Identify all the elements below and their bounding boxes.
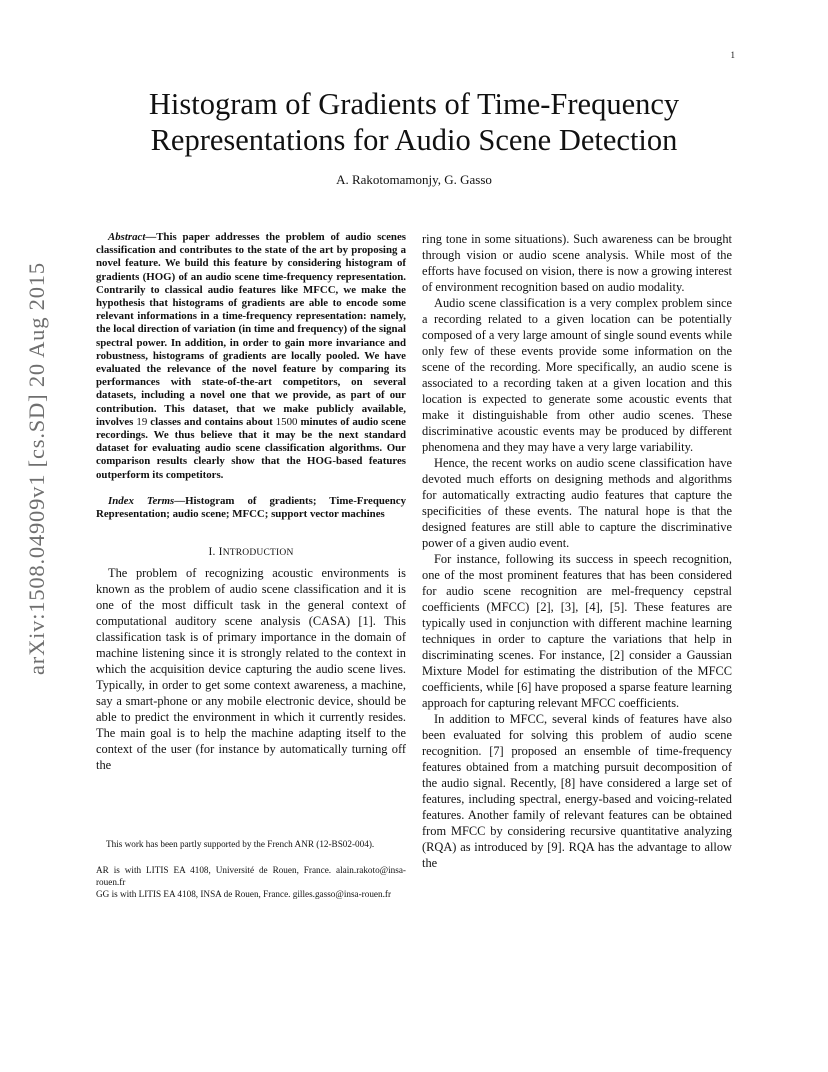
paper-title: [60, 86, 768, 158]
section-heading: [96, 546, 406, 558]
body-paragraph: Audio scene classification is a very complex problem since a recording related to a given location can be potentially composed of a very large amount of single sound events while only few of these events provide some information on the scene of the recording. More specifically, an audio scene is associated to a recording taken at a given location and this location is expected to generate some acoustic events that make it distinguishable from other audio scenes. These discriminative acoustic events may be produced by different phenomena and they may have a very large variability.: [422, 296, 732, 454]
abstract-num-minutes: 1500: [275, 415, 298, 428]
title-line-2: Representations for Audio Scene Detection: [150, 123, 678, 157]
abstract-text-c: minutes of audio scene recordings. We thus believe that it may be the next standard dataset for evaluating audio scene classification algorithms. Our comparison results clearly show that the HOG-based features outperform its competitors.: [96, 415, 406, 481]
abstract: [96, 231, 406, 482]
right-column: [422, 231, 732, 871]
index-terms-text: —Histogram of gradients; Time-Frequency Representation; audio scene; MFCC; support vector machines: [96, 494, 407, 521]
body-paragraph: ring tone in some situations). Such awareness can be brought through vision or audio scene analysis. While most of the efforts have focused on vision, there is now a growing interest of environment recognition based on audio modality.: [422, 232, 732, 294]
page-number: 1: [730, 50, 735, 60]
index-terms: [96, 495, 406, 521]
arxiv-id: arXiv:1508.04909v1 [cs.SD] 20 Aug 2015: [24, 262, 49, 675]
footnote-funding: This work has been partly supported by the French ANR (12-BS02-004).: [106, 839, 375, 849]
section-first-letter: I: [218, 546, 223, 559]
arxiv-watermark: [22, 262, 52, 675]
authors: A. Rakotomamonjy, G. Gasso: [336, 172, 492, 187]
section-numeral: I.: [208, 546, 219, 559]
abstract-text-a: —This paper addresses the problem of audio scenes classification and contributes to the state of the art by proposing a novel feature. We build this feature by considering histogram of gradients (HOG) of an audio scene time-frequency representation. Contrarily to classical audio features like MFCC, we make the hypothesis that histograms of gradients are able to encode some relevant informations in a time-frequency representation: namely, the local direction of variation (in time and frequency) of the signal spectral power. In addition, in order to gain more invariance and robustness, histograms of gradients are locally pooled. We have evaluated the relevance of the novel feature by comparing its performances with state-of-the-art competitors, on several datasets, including a novel one that we provide, as part of our contribution. This dataset, that we make publicly available, involves: [96, 231, 406, 428]
footnote-affiliation-ar: AR is with LITIS EA 4108, Université de Rouen, France. alain.rakoto@insa-rouen.fr: [96, 865, 406, 887]
index-terms-label: Index Terms: [108, 494, 175, 507]
body-paragraph: Hence, the recent works on audio scene classification have devoted much efforts on designing methods and algorithms for automatically extracting audio features that capture the specificities of these events. The natural hope is that the designed features are still able to capture the discriminative power of a given audio event.: [422, 456, 732, 550]
left-body: [96, 565, 406, 773]
body-paragraph: The problem of recognizing acoustic environments is known as the problem of audio scene classification and it is one of the most difficult task in the general context of computational auditory scene analysis (CASA) [1]. This classification task is of primary importance in the domain of machine listening since it is strongly related to the context in which the acquisition device capturing the audio scene lives. Typically, in order to get some context awareness, a machine, say a smart-phone or any mobile electronic device, should be able to predict the environment in which it currently resides. The main goal is to help the machine adapting itself to the context of the user (for instance by automatically turning off the: [96, 566, 406, 773]
footnotes: [96, 838, 406, 900]
footnote-affiliation-gg: GG is with LITIS EA 4108, INSA de Rouen, France. gilles.gasso@insa-rouen.fr: [96, 889, 392, 899]
abstract-label: Abstract: [108, 231, 146, 243]
body-paragraph: For instance, following its success in speech recognition, one of the most prominent features that has been considered for audio scene recognition are mel-frequency cepstral coefficients (MFCC) [2], [3], [4], [5]. These features are typically used in conjunction with different machine learning techniques in order to capture the variations that help in discriminating scenes. For instance, [2] consider a Gaussian Mixture Model for estimating the distribution of the MFCC coefficients, while [6] have proposed a sparse feature learning approach for capturing relevant MFCC coefficients.: [422, 552, 732, 710]
section-rest: NTRODUCTION: [222, 548, 294, 559]
title-line-1: Histogram of Gradients of Time-Frequency: [148, 87, 680, 121]
abstract-text-b: classes and contains about: [147, 415, 276, 428]
abstract-num-classes: 19: [136, 415, 148, 428]
left-column: [96, 231, 406, 773]
body-paragraph: In addition to MFCC, several kinds of features have also been evaluated for solving this problem of audio scene recognition. [7] proposed an ensemble of time-frequency features obtained from a matching pursuit decomposition of the audio signal. Recently, [8] have considered a large set of features, including spectral, energy-based and voicing-related features. Another family of relevant features can be obtained from MFCC by considering recursive quantitative analyzing (RQA) as introduced by [9]. RQA has the advantage to allow the: [422, 712, 732, 870]
